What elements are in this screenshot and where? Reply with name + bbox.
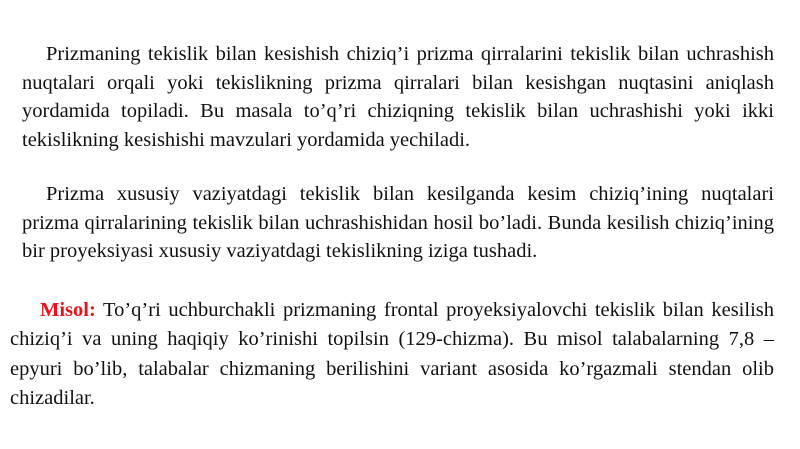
paragraph-intersection-method: Prizmaning tekislik bilan kesishish chiziq’i prizma qirralarini tekislik bilan uchrashish nuqtalari orqali yoki tekislikning prizma qirralari bilan kesishgan nuqtasini aniqlash yordamida topiladi. Bu masala to’q’ri chiziqning tekislik bilan uchrashishi yoki ikki tekislikning kesishishi mavzulari yordamida yechiladi. [22, 43, 774, 151]
paragraph-special-position-plane: Prizma xususiy vaziyatdagi tekislik bilan kesilganda kesim chiziq’ining nuqtalari prizma qirralarining tekislik bilan uchrashishidan hosil bo’ladi. Bunda kesilish chiziq’ining bir proyeksiyasi xususiy vaziyatdagi tekislikning iziga tushadi. [22, 183, 774, 263]
example-label: Misol: [40, 299, 96, 321]
example-text: To’q’ri uchburchakli prizmaning frontal proyeksiyalovchi tekislik bilan kesilish chiziq’i va uning haqiqiy ko’rinishi topilsin (129-chizma). Bu misol talabalarning 7,8 – epyuri bo’lib, talabalar chizmaning berilishini variant asosida ko’rgazmali stendan olib chizadilar. [10, 299, 774, 410]
example-paragraph [10, 296, 774, 414]
